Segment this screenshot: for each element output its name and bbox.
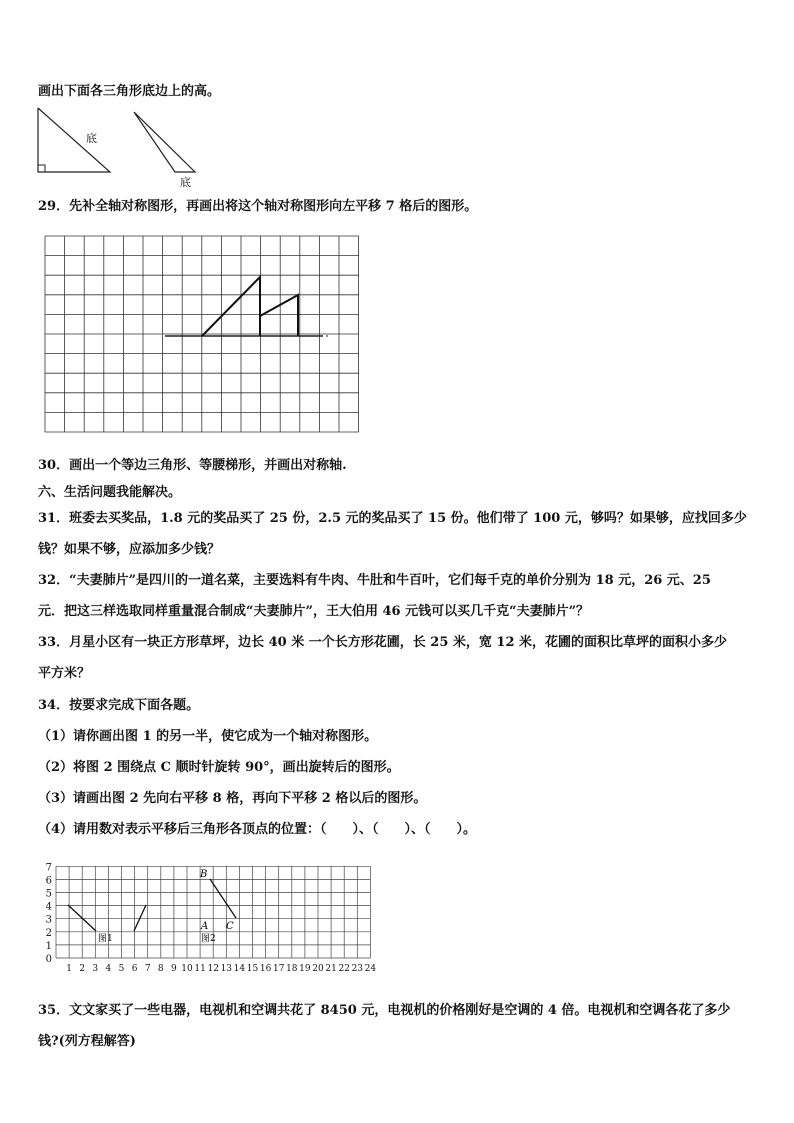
x-tick-7: 7 bbox=[144, 964, 151, 974]
point-c-label: C bbox=[226, 921, 234, 932]
half-figure-small bbox=[260, 295, 298, 336]
fig1-label: 图1 bbox=[98, 934, 113, 944]
point-b-label: B bbox=[200, 869, 208, 880]
base-label-2: 底 bbox=[180, 176, 191, 189]
q34-sub2: （2）将图 2 围绕点 C 顺时针旋转 90°，画出旋转后的图形。 bbox=[38, 760, 400, 775]
figure-1-right bbox=[134, 905, 146, 931]
y-tick-2: 2 bbox=[45, 927, 52, 939]
y-tick-0: 0 bbox=[45, 954, 52, 965]
x-tick-10: 10 bbox=[181, 964, 193, 974]
y-tick-7: 7 bbox=[45, 862, 52, 874]
y-tick-6: 6 bbox=[45, 875, 52, 887]
grid-lines bbox=[45, 236, 359, 432]
x-tick-23: 23 bbox=[351, 964, 364, 974]
x-tick-15: 15 bbox=[246, 964, 259, 974]
x-tick-24: 24 bbox=[364, 964, 377, 974]
q32-line2: 元．把这三样选取同样重量混合制成“夫妻肺片”，王大伯用 46 元钱可以买几千克“夫妻肺片”？ bbox=[38, 604, 590, 619]
q35-line1: 35．文文家买了一些电器，电视机和空调共花了 8450 元，电视机的价格刚好是空调的 4 倍。电视机和空调各花了多少 bbox=[38, 1003, 731, 1018]
x-tick-1: 1 bbox=[66, 964, 72, 974]
q33-line1: 33．月星小区有一块正方形草坪，边长 40 米 一个长方形花圃，长 25 米，宽 12 米，花圃的面积比草坪的面积小多少 bbox=[38, 635, 728, 650]
x-tick-5: 5 bbox=[118, 964, 125, 974]
x-tick-20: 20 bbox=[312, 964, 324, 974]
x-tick-11: 11 bbox=[194, 964, 206, 974]
y-tick-1: 1 bbox=[45, 940, 52, 952]
q31-line2: 钱？如果不够，应添加多少钱？ bbox=[38, 542, 221, 557]
x-tick-2: 2 bbox=[79, 964, 86, 974]
y-tick-5: 5 bbox=[45, 888, 52, 900]
q33-line2: 平方米？ bbox=[38, 666, 91, 681]
q29-text: 29．先补全轴对称图形，再画出将这个轴对称图形向左平移 7 格后的图形。 bbox=[38, 199, 478, 214]
q29-grid-figure bbox=[40, 232, 365, 442]
q28-triangles-figure bbox=[30, 104, 220, 190]
x-tick-18: 18 bbox=[286, 964, 298, 974]
fig2-label: 图2 bbox=[201, 934, 216, 944]
x-tick-16: 16 bbox=[259, 964, 272, 974]
q34-sub3: （3）请画出图 2 先向右平移 8 格，再向下平移 2 格以后的图形。 bbox=[38, 791, 427, 806]
y-tick-3: 3 bbox=[45, 914, 52, 926]
x-tick-6: 6 bbox=[131, 964, 138, 974]
q32-line1: 32．“夫妻肺片”是四川的一道名菜，主要选料有牛肉、牛肚和牛百叶，它们每千克的单价分别为 18 元，26 元、25 bbox=[38, 573, 711, 588]
y-tick-4: 4 bbox=[45, 901, 52, 913]
x-tick-21: 21 bbox=[325, 964, 337, 974]
half-figure bbox=[202, 277, 260, 336]
q34-sub1: （1）请你画出图 1 的另一半，使它成为一个轴对称图形。 bbox=[38, 729, 378, 744]
right-triangle bbox=[38, 108, 110, 172]
q34-grid-figure bbox=[38, 858, 383, 976]
x-tick-14: 14 bbox=[233, 964, 246, 974]
q31-line1: 31．班委去买奖品，1.8 元的奖品买了 25 份，2.5 元的奖品买了 15 份。他们带了 100 元，够吗？如果够，应找回多少 bbox=[38, 511, 747, 526]
x-tick-9: 9 bbox=[171, 964, 177, 974]
x-tick-labels bbox=[66, 964, 376, 974]
x-tick-13: 13 bbox=[220, 964, 233, 974]
q35-line2: 钱?(列方程解答) bbox=[38, 1034, 136, 1049]
q34-title: 34．按要求完成下面各题。 bbox=[38, 698, 200, 713]
obtuse-triangle bbox=[134, 112, 195, 172]
q28-instruction: 画出下面各三角形底边上的高。 bbox=[38, 84, 221, 99]
x-tick-8: 8 bbox=[157, 964, 164, 974]
x-tick-4: 4 bbox=[105, 964, 112, 974]
q34-sub4: （4）请用数对表示平移后三角形各顶点的位置：（ ）、（ ）、（ ）。 bbox=[38, 822, 477, 837]
x-tick-19: 19 bbox=[299, 964, 311, 974]
base-label-1: 底 bbox=[86, 132, 97, 145]
point-a-label: A bbox=[201, 921, 209, 932]
x-tick-3: 3 bbox=[92, 964, 99, 974]
x-tick-12: 12 bbox=[207, 964, 219, 974]
coordinate-grid bbox=[56, 866, 370, 958]
y-tick-labels bbox=[46, 862, 52, 965]
x-tick-17: 17 bbox=[272, 964, 285, 974]
x-tick-22: 22 bbox=[338, 964, 350, 974]
figure-2-triangle bbox=[210, 879, 236, 918]
section6-heading: 六、生活问题我能解决。 bbox=[38, 485, 182, 500]
q30-text: 30．画出一个等边三角形、等腰梯形，并画出对称轴. bbox=[38, 458, 347, 473]
